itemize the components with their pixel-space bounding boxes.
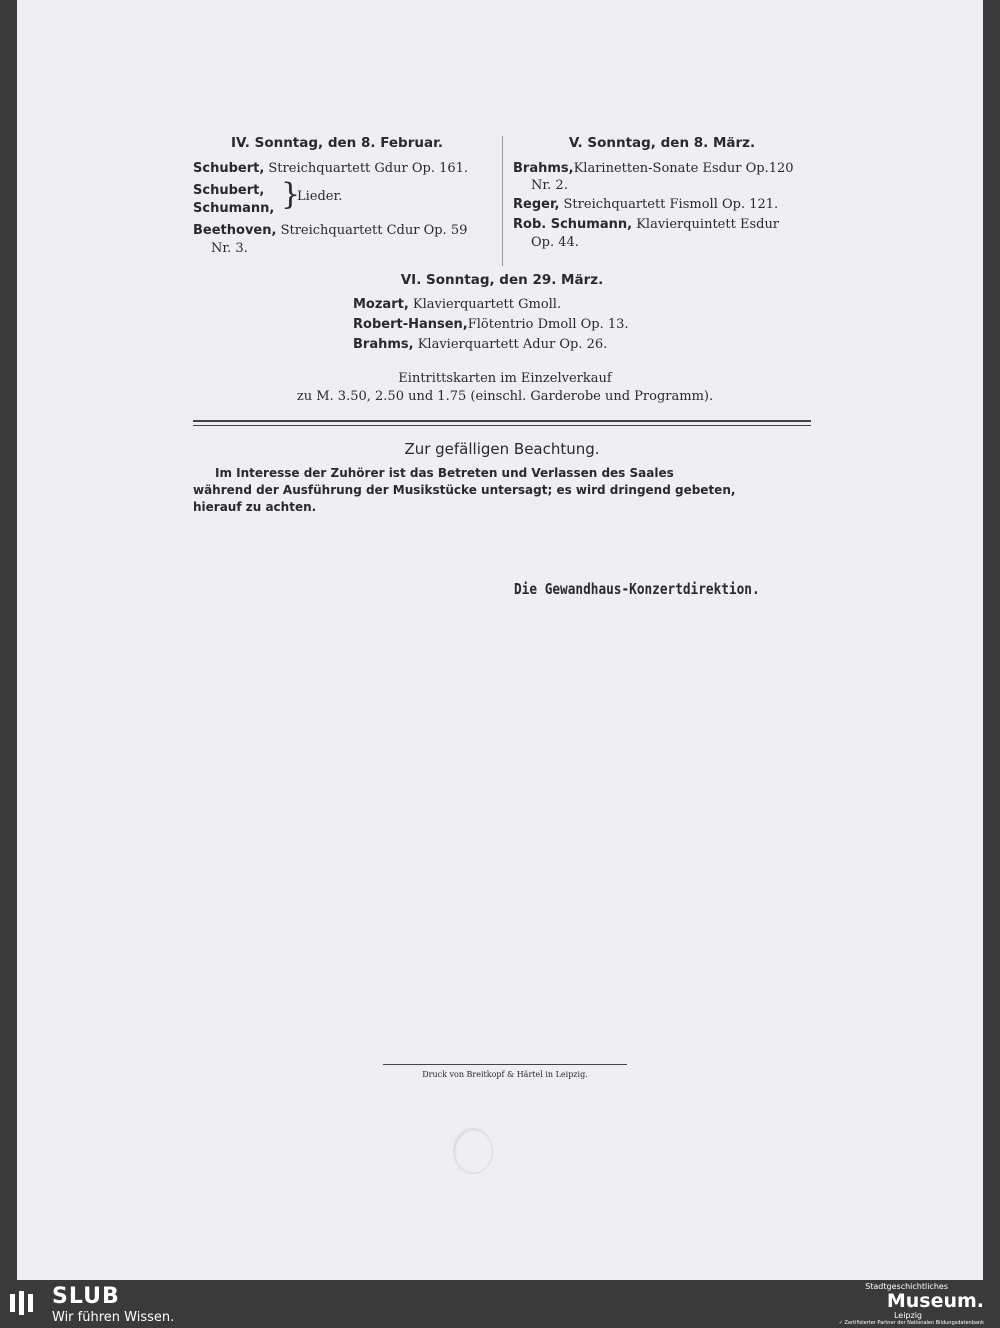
document-page	[17, 0, 983, 1280]
concert-iv-line-1	[193, 160, 468, 178]
work: Streichquartett Cdur Op. 59	[280, 223, 468, 238]
printer-rule	[383, 1064, 627, 1065]
work: Streichquartett Gdur Op. 161.	[268, 161, 469, 176]
work: Klavierquintett Esdur	[636, 217, 780, 232]
work: Klavierquartett Adur Op. 26.	[417, 337, 608, 352]
composer: Schubert,	[193, 161, 265, 176]
notice-body	[193, 465, 811, 516]
notice-title: Zur gefälligen Beachtung.	[404, 440, 600, 458]
concert-vi-line-2	[353, 316, 629, 334]
notice-line: Im Interesse der Zuhörer ist das Betreten und Verlassen des Saales	[215, 466, 674, 480]
concert-v-line-2	[513, 196, 778, 214]
composer: Robert-Hansen,	[353, 317, 468, 332]
composer: Brahms,	[513, 161, 574, 176]
notice-line: hierauf zu achten.	[193, 500, 317, 514]
work-continuation: Op. 44.	[531, 235, 579, 250]
embossed-seal	[453, 1128, 493, 1174]
notice-line: während der Ausführung der Musikstücke untersagt; es wird dringend gebeten,	[193, 483, 736, 497]
concert-v-line-3	[513, 216, 779, 234]
concert-iv-line-4	[193, 222, 467, 240]
brace-symbol: }	[281, 177, 301, 212]
composer: Schumann,	[193, 201, 275, 216]
work-continuation: Nr. 3.	[211, 241, 248, 256]
concert-vi-title: VI. Sonntag, den 29. März.	[400, 272, 604, 288]
museum-subtitle: Stadtgeschichtliches	[865, 1282, 948, 1291]
column-divider	[502, 136, 503, 266]
museum-name: Museum.	[886, 1290, 984, 1312]
concert-v-line-1	[513, 160, 794, 178]
slub-logo-icon	[8, 1288, 38, 1318]
slub-name: SLUB	[52, 1284, 120, 1309]
composer: Brahms,	[353, 337, 414, 352]
concert-v-title: V. Sonntag, den 8. März.	[568, 135, 756, 151]
composer: Beethoven,	[193, 223, 277, 238]
work: Klarinetten-Sonate Esdur Op.120	[573, 161, 794, 176]
ticket-info-line-2: zu M. 3.50, 2.50 und 1.75 (einschl. Garderobe und Programm).	[296, 389, 714, 404]
signature: Die Gewandhaus-Konzertdirektion.	[514, 580, 760, 598]
footer-bar	[0, 1280, 1000, 1328]
separator-rule	[193, 425, 811, 426]
composer: Mozart,	[353, 297, 409, 312]
ticket-info-line-1: Eintrittskarten im Einzelverkauf	[398, 371, 612, 386]
work: Flötentrio Dmoll Op. 13.	[467, 317, 629, 332]
museum-city: Leipzig	[893, 1311, 922, 1320]
lieder-label: Lieder.	[297, 189, 343, 204]
concert-vi-line-3	[353, 336, 607, 354]
concert-vi-line-1	[353, 296, 561, 314]
museum-certification: ✓ Zertifizierter Partner der Nationalen Bildungsdatenbank	[838, 1320, 984, 1326]
separator-rule	[193, 420, 811, 422]
concert-iv-title: IV. Sonntag, den 8. Februar.	[231, 135, 443, 151]
printer-imprint: Druck von Breitkopf & Härtel in Leipzig.	[422, 1070, 588, 1079]
work: Klavierquartett Gmoll.	[412, 297, 562, 312]
work-continuation: Nr. 2.	[531, 178, 568, 193]
slub-tagline: Wir führen Wissen.	[52, 1310, 175, 1325]
composer: Reger,	[513, 197, 560, 212]
composer: Schubert,	[193, 183, 265, 198]
composer: Rob. Schumann,	[513, 217, 633, 232]
work: Streichquartett Fismoll Op. 121.	[563, 197, 779, 212]
